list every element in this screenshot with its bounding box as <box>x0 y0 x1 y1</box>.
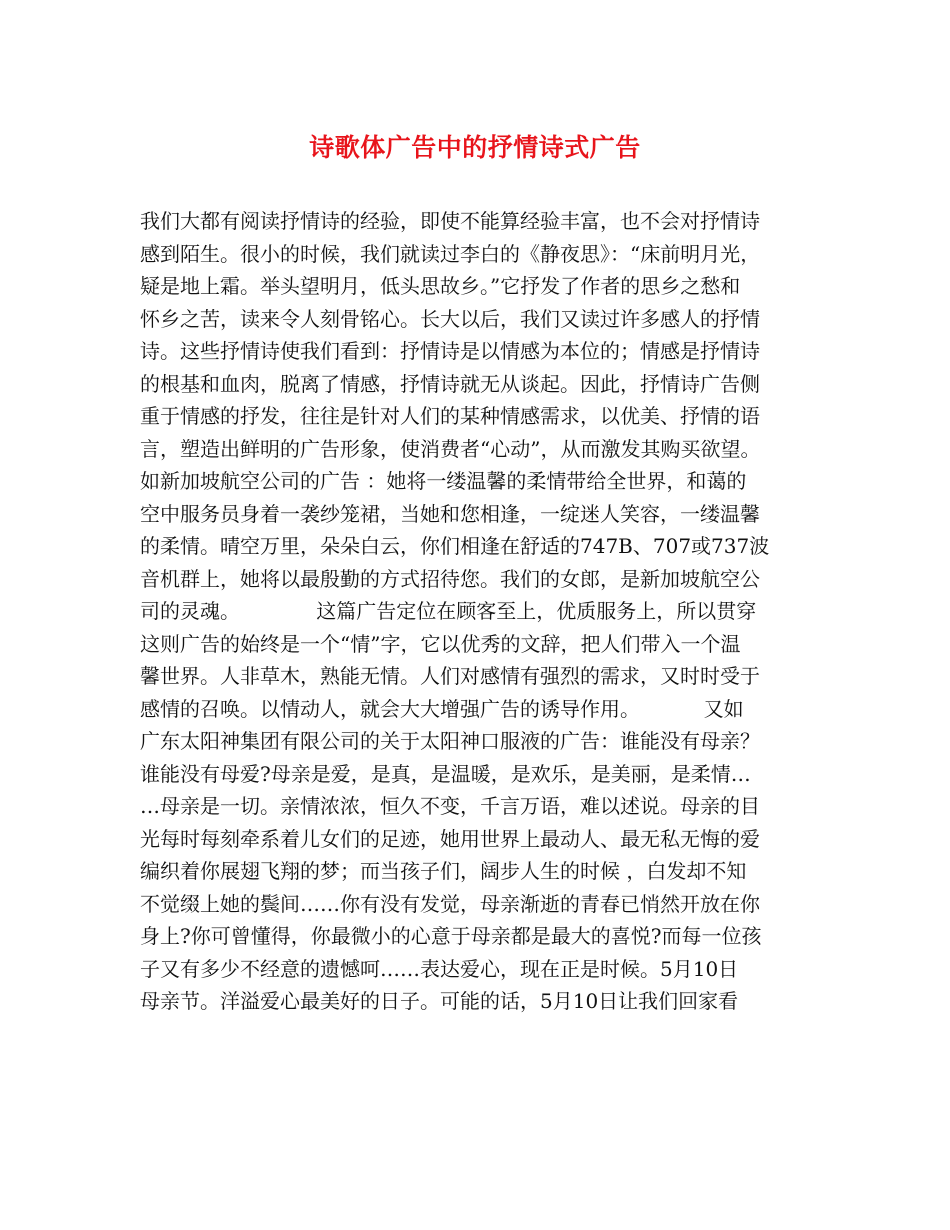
text-line: 广东太阳神集团有限公司的关于太阳神口服液的广告：谁能没有母亲？ <box>140 729 760 753</box>
text-line: 音机群上，她将以最殷勤的方式招待您。我们的女郎，是新加坡航空公 <box>140 566 760 591</box>
body-text <box>140 205 830 1018</box>
text-line: 疑是地上霜。举头望明月，低头思故乡。”它抒发了作者的思乡之愁和 <box>140 274 741 298</box>
text-line: 编织着你展翅飞翔的梦；而当孩子们，阔步人生的时候 ，白发却不知 <box>140 859 747 883</box>
text-line: 诗。这些抒情诗使我们看到：抒情诗是以情感为本位的；情感是抒情诗 <box>140 339 760 363</box>
text-line: 谁能没有母爱?母亲是爱，是真，是温暖，是欢乐，是美丽，是柔情… <box>140 761 751 786</box>
text-line: …母亲是一切。亲情浓浓，恒久不变，千言万语，难以述说。母亲的目 <box>140 794 760 818</box>
text-line: 重于情感的抒发，往往是针对人们的某种情感需求，以优美、抒情的语 <box>140 404 760 428</box>
text-line: 感情的召唤。以情动人，就会大大增强广告的诱导作用。 又如 <box>140 696 744 721</box>
text-line: 感到陌生。很小的时候，我们就读过李白的《静夜思》：“床前明月光， <box>140 241 761 266</box>
text-line: 司的灵魂。 这篇广告定位在顾客至上，优质服务上，所以贯穿 <box>140 599 757 623</box>
text-line: 怀乡之苦，读来令人刻骨铭心。长大以后，我们又读过许多感人的抒情 <box>140 306 760 331</box>
text-line: 如新加坡航空公司的广告 ：她将一缕温馨的柔情带给全世界，和蔼的 <box>140 469 747 493</box>
text-line: 的柔情。晴空万里，朵朵白云，你们相逢在舒适的747B、707或737波 <box>140 534 770 558</box>
text-line: 子又有多少不经意的遗憾呵……表达爱心，现在正是时候。5月10日 <box>140 956 739 981</box>
text-line: 这则广告的始终是一个“情”字，它以优秀的文辞，把人们带入一个温 <box>140 631 741 656</box>
text-line: 的根基和血肉，脱离了情感，抒情诗就无从谈起。因此，抒情诗广告侧 <box>140 371 760 396</box>
text-line: 空中服务员身着一袭纱笼裙，当她和您相逢，一绽迷人笑容，一缕温馨 <box>140 501 760 526</box>
text-line: 言，塑造出鲜明的广告形象，使消费者“心动”，从而激发其购买欲望。 <box>140 436 761 461</box>
text-line: 我们大都有阅读抒情诗的经验，即使不能算经验丰富，也不会对抒情诗 <box>140 209 760 233</box>
document-title: 诗歌体广告中的抒情诗式广告 <box>309 133 641 162</box>
text-line: 不觉缀上她的鬓间……你有没有发觉，母亲渐逝的青春已悄然开放在你 <box>140 891 760 916</box>
text-line: 母亲节。洋溢爱心最美好的日子。可能的话，5月10日让我们回家看 <box>140 989 739 1013</box>
text-line: 身上?你可曾懂得，你最微小的心意于母亲都是最大的喜悦?而每一位孩 <box>140 924 762 948</box>
text-line: 光每时每刻牵系着儿女们的足迹，她用世界上最动人、最无私无悔的爱 <box>140 826 760 851</box>
text-line: 馨世界。人非草木，熟能无情。人们对感情有强烈的需求，又时时受于 <box>140 664 760 688</box>
